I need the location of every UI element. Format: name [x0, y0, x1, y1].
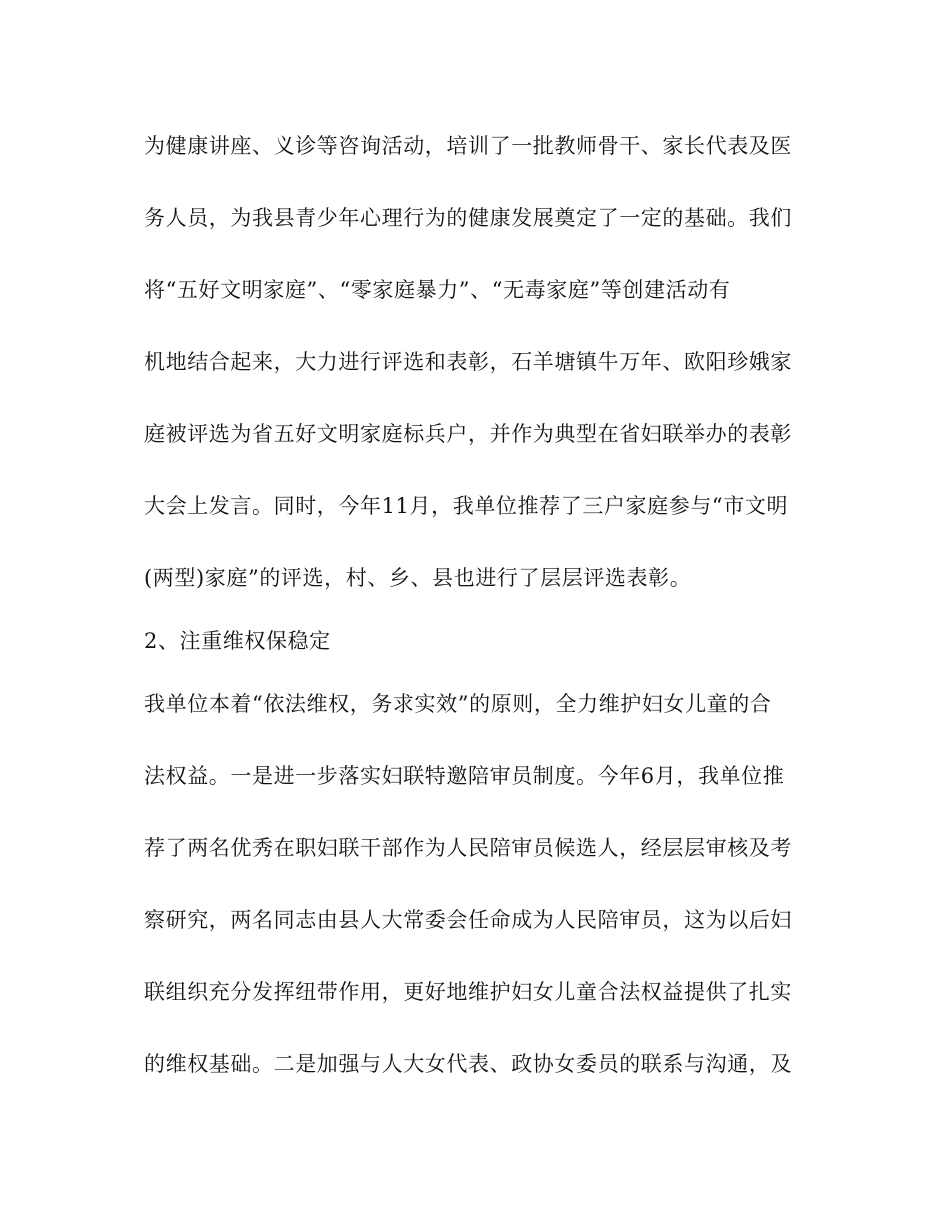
paragraph-1-line-7: (两型)家庭”的评选，村、乡、县也进行了层层评选表彰。: [144, 566, 692, 590]
paragraph-1-line-5: 庭被评选为省五好文明家庭标兵户，并作为典型在省妇联举办的表彰: [144, 422, 792, 446]
paragraph-1-line-1: 为健康讲座、义诊等咨询活动，培训了一批教师骨干、家长代表及医: [144, 134, 792, 158]
paragraph-1-line-4: 机地结合起来，大力进行评选和表彰，石羊塘镇牛万年、欧阳珍娥家: [144, 350, 792, 374]
paragraph-2-line-6: 的维权基础。二是加强与人大女代表、政协女委员的联系与沟通，及: [144, 1052, 792, 1076]
paragraph-1-line-6: 大会上发言。同时，今年11月，我单位推荐了三户家庭参与“市文明: [144, 494, 789, 518]
paragraph-1-line-2: 务人员，为我县青少年心理行为的健康发展奠定了一定的基础。我们: [144, 206, 792, 230]
paragraph-2-line-3: 荐了两名优秀在职妇联干部作为人民陪审员候选人，经层层审核及考: [144, 836, 792, 860]
paragraph-2-line-5: 联组织充分发挥纽带作用，更好地维护妇女儿童合法权益提供了扎实: [144, 980, 792, 1004]
paragraph-1-line-3: 将“五好文明家庭”、“零家庭暴力”、“无毒家庭”等创建活动有: [144, 278, 731, 302]
section-heading-2: 2、注重维权保稳定: [144, 629, 331, 653]
paragraph-2-line-4: 察研究，两名同志由县人大常委会任命成为人民陪审员，这为以后妇: [144, 908, 792, 932]
paragraph-2-line-2: 法权益。一是进一步落实妇联特邀陪审员制度。今年6月，我单位推: [144, 764, 785, 788]
paragraph-2-line-1: 我单位本着“依法维权，务求实效”的原则，全力维护妇女儿童的合: [144, 692, 772, 716]
